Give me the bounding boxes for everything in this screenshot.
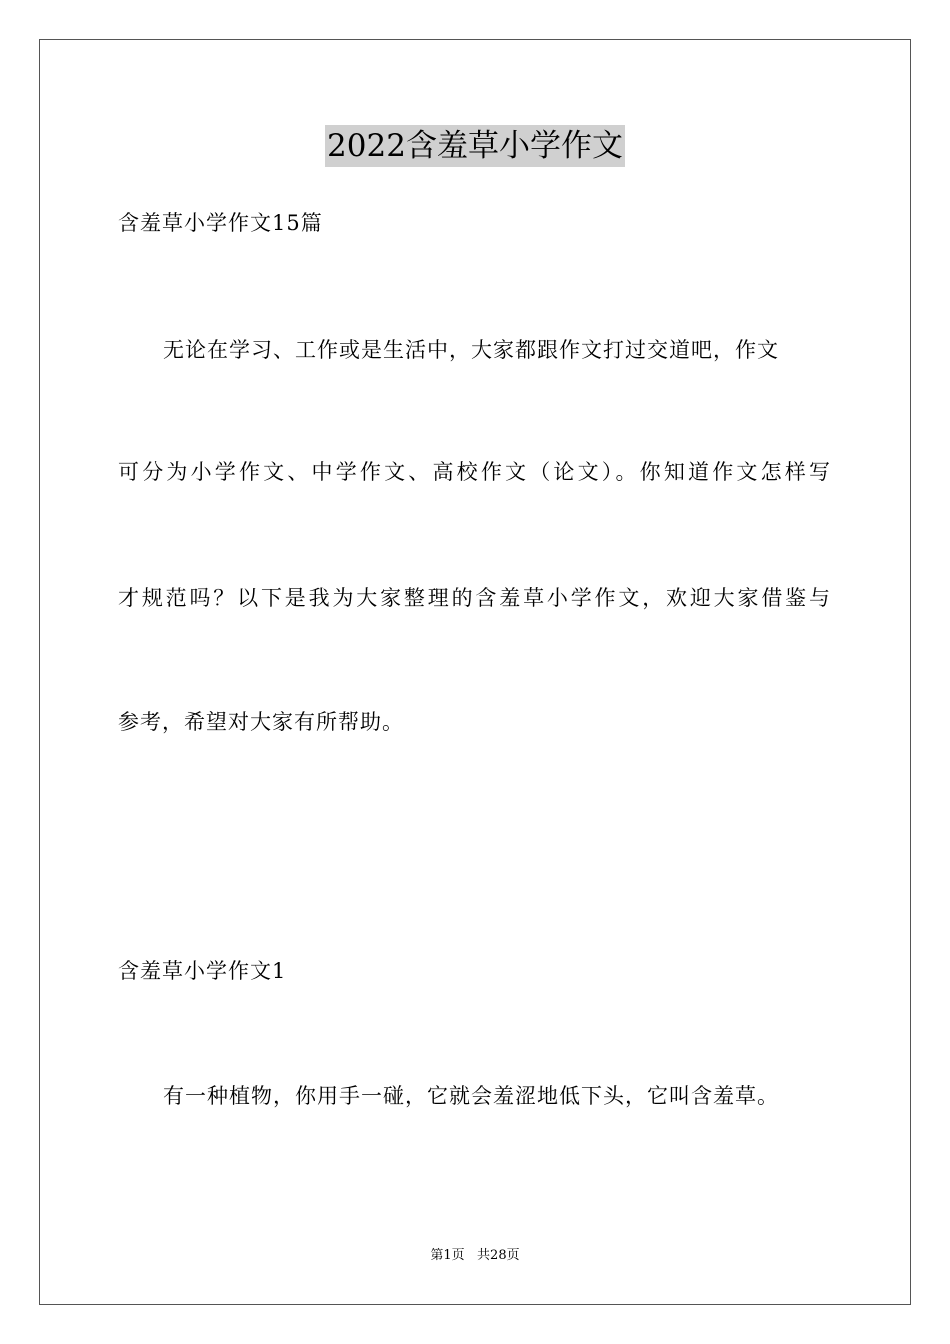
title-container <box>0 125 950 167</box>
document-title: 2022含羞草小学作文 <box>325 125 625 167</box>
page-number-footer: 第1页 共28页 <box>430 1248 520 1263</box>
intro-line-3: 才规范吗？以下是我为大家整理的含羞草小学作文，欢迎大家借鉴与 <box>118 586 830 610</box>
intro-line-1: 无论在学习、工作或是生活中，大家都跟作文打过交道吧，作文 <box>163 338 779 362</box>
section-paragraph-line: 有一种植物，你用手一碰，它就会羞涩地低下头，它叫含羞草。 <box>163 1084 779 1108</box>
section-heading: 含羞草小学作文1 <box>118 959 287 983</box>
document-subtitle: 含羞草小学作文15篇 <box>118 211 323 235</box>
intro-line-2: 可分为小学作文、中学作文、高校作文（论文）。你知道作文怎样写 <box>118 460 830 484</box>
intro-line-4: 参考，希望对大家有所帮助。 <box>118 710 404 734</box>
